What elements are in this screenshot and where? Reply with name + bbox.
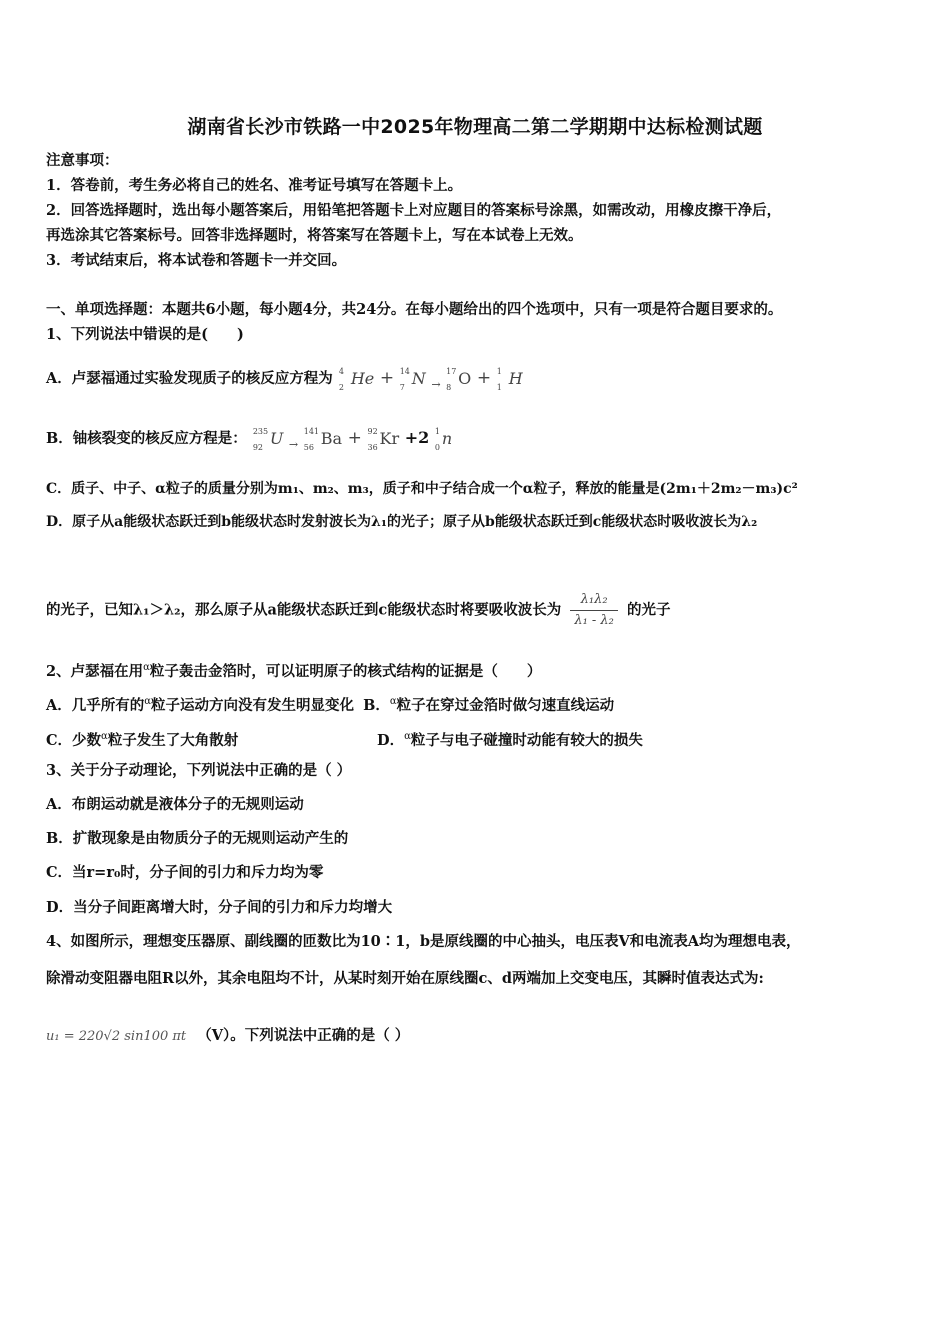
- q4-tail: （V）。下列说法中正确的是（ ）: [197, 1027, 410, 1044]
- q3-option-c: C．当r=r₀时，分子间的引力和斥力均为零: [46, 864, 324, 881]
- q1-option-a: [46, 368, 524, 395]
- notice-item-2: 2．回答选择题时，选出每小题答案后，用铅笔把答题卡上对应题目的答案标号涂黑，如需改动，用橡皮擦干净后，: [46, 202, 782, 219]
- page-title: 湖南省长沙市铁路一中2025年物理高二第二学期期中达标检测试题: [187, 116, 763, 138]
- q4-stem-line1: 4、如图所示，理想变压器原、副线圈的匝数比为10∶1，b是原线圈的中心抽头，电压表V和电流表A均为理想电表，: [46, 933, 801, 950]
- q1-b-text: B．铀核裂变的核反应方程是：: [46, 430, 247, 447]
- q1-option-b: [46, 428, 453, 455]
- q1-a-equation: 4 2 He + 14 7 N $_\to$ 17 8 O + 1 1 H: [338, 366, 523, 392]
- fraction-denominator: λ₁ - λ₂: [574, 613, 614, 628]
- q4-equation-line: [46, 1026, 409, 1047]
- q3-option-b: B．扩散现象是由物质分子的无规则运动产生的: [46, 830, 349, 847]
- q1-b-equation: 235 92 U $_\to$ 141 56 Ba + 92 36 Kr +2 1 0 n: [252, 426, 453, 452]
- q4-stem-line2: 除滑动变阻器电阻R以外，其余电阻均不计，从某时刻开始在原线圈c、d两端加上交变电压，其瞬时值表达式为:: [46, 970, 764, 987]
- q3-stem: 3、关于分子动理论，下列说法中正确的是（ ）: [46, 762, 352, 779]
- notice-heading: 注意事项：: [46, 152, 119, 169]
- notice-item-2-cont: 再选涂其它答案标号。回答非选择题时，将答案写在答题卡上，写在本试卷上无效。: [46, 227, 583, 244]
- q2-option-d: D．$^\alpha$粒子与电子碰撞时动能有较大的损失: [377, 731, 643, 749]
- q1-a-text: A．卢瑟福通过实验发现质子的核反应方程为: [46, 370, 333, 387]
- q1-option-c: C．质子、中子、α粒子的质量分别为m₁、m₂、m₃，质子和中子结合成一个α粒子，释放的能量是(2m₁＋2m₂－m₃)c²: [46, 481, 798, 497]
- notice-item-1: 1．答卷前，考生务必将自己的姓名、准考证号填写在答题卡上。: [46, 177, 463, 194]
- fraction-numerator: λ₁λ₂: [570, 590, 618, 611]
- notice-item-3: 3．考试结束后，将本试卷和答题卡一并交回。: [46, 252, 347, 269]
- q1-d-cont-tail: 的光子: [626, 601, 671, 619]
- q3-option-d: D．当分子间距离增大时，分子间的引力和斥力均增大: [46, 899, 393, 916]
- q2-stem: 2、卢瑟福在用$^\alpha$粒子轰击金箔时，可以证明原子的核式结构的证据是（ ）: [46, 662, 542, 680]
- q4-equation: u₁ = 220√2 sin100 πt: [46, 1029, 187, 1044]
- section-heading: 一、单项选择题：本题共6小题，每小题4分，共24分。在每小题给出的四个选项中，只有一项是符合题目要求的。: [46, 301, 783, 318]
- q1-option-d-cont: [46, 590, 670, 631]
- q2-option-c: C．少数$^\alpha$粒子发生了大角散射: [46, 731, 239, 749]
- q1-stem: 1、下列说法中错误的是( ): [46, 326, 244, 343]
- q1-d-fraction: [570, 590, 618, 631]
- q1-d-cont-text: 的光子，已知λ₁＞λ₂，那么原子从a能级状态跃迁到c能级状态时将要吸收波长为: [46, 601, 562, 619]
- q1-option-d: D．原子从a能级状态跃迁到b能级状态时发射波长为λ₁的光子；原子从b能级状态跃迁到c能级状态时吸收波长为λ₂: [46, 514, 758, 530]
- q2-option-b: B．$^\alpha$粒子在穿过金箔时做匀速直线运动: [363, 696, 615, 714]
- q2-options-ab: [46, 692, 614, 716]
- q2-option-a: A．几乎所有的$^\alpha$粒子运动方向没有发生明显变化: [46, 696, 355, 714]
- q3-option-a: A．布朗运动就是液体分子的无规则运动: [46, 796, 304, 813]
